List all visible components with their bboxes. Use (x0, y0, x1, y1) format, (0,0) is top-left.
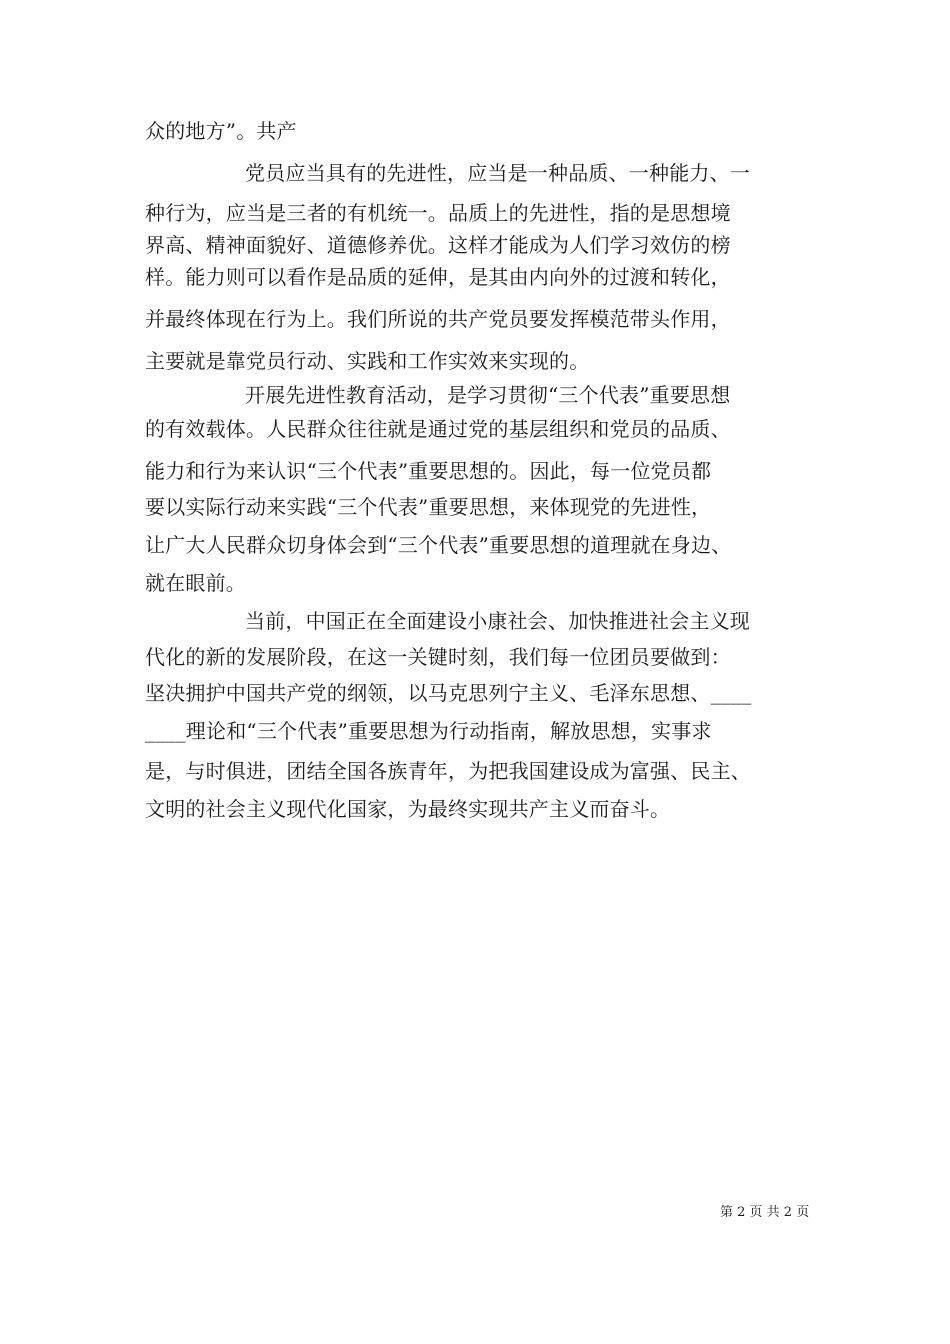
text-line: 种行为，应当是三者的有机统一。品质上的先进性，指的是思想境 (145, 201, 731, 225)
page-number: 第 2 页 共 2 页 (720, 1205, 810, 1220)
text-line: 让广大人民群众切身体会到“三个代表”重要思想的道理就在身边、 (145, 533, 732, 557)
text-line: 众的地方”。共产 (145, 119, 297, 143)
text-line: 能力和行为来认识“三个代表”重要思想的。因此，每一位党员都 (145, 459, 712, 483)
text-line: 就在眼前。 (145, 571, 246, 595)
text-line: 主要就是靠党员行动、实践和工作实效来实现的。 (145, 349, 590, 373)
text-line: 文明的社会主义现代化国家，为最终实现共产主义而奋斗。 (145, 797, 671, 821)
paragraph-first-line: 开展先进性教育活动，是学习贯彻“三个代表”重要思想 (245, 383, 731, 407)
text-line: ____理论和“三个代表”重要思想为行动指南，解放思想，实事求 (145, 719, 712, 743)
text-line: 界高、精神面貌好、道德修养优。这样才能成为人们学习效仿的榜 (145, 233, 731, 257)
text-line: 样。能力则可以看作是品质的延伸，是其由内向外的过渡和转化， (145, 265, 731, 289)
paragraph-first-line: 当前，中国正在全面建设小康社会、加快推进社会主义现 (245, 609, 750, 633)
text-line: 是，与时俱进，团结全国各族青年，为把我国建设成为富强、民主、 (145, 759, 751, 783)
text-line: 的有效载体。人民群众往往就是通过党的基层组织和党员的品质、 (145, 417, 731, 441)
text-line: 坚决拥护中国共产党的纲领，以马克思列宁主义、毛泽东思想、____ (145, 681, 752, 705)
text-line: 并最终体现在行为上。我们所说的共产党员要发挥模范带头作用， (145, 307, 731, 331)
paragraph-first-line: 党员应当具有的先进性，应当是一种品质、一种能力、一 (245, 161, 750, 185)
text-line: 要以实际行动来实践“三个代表”重要思想，来体现党的先进性， (145, 495, 712, 519)
text-line: 代化的新的发展阶段，在这一关键时刻，我们每一位团员要做到： (145, 645, 731, 669)
